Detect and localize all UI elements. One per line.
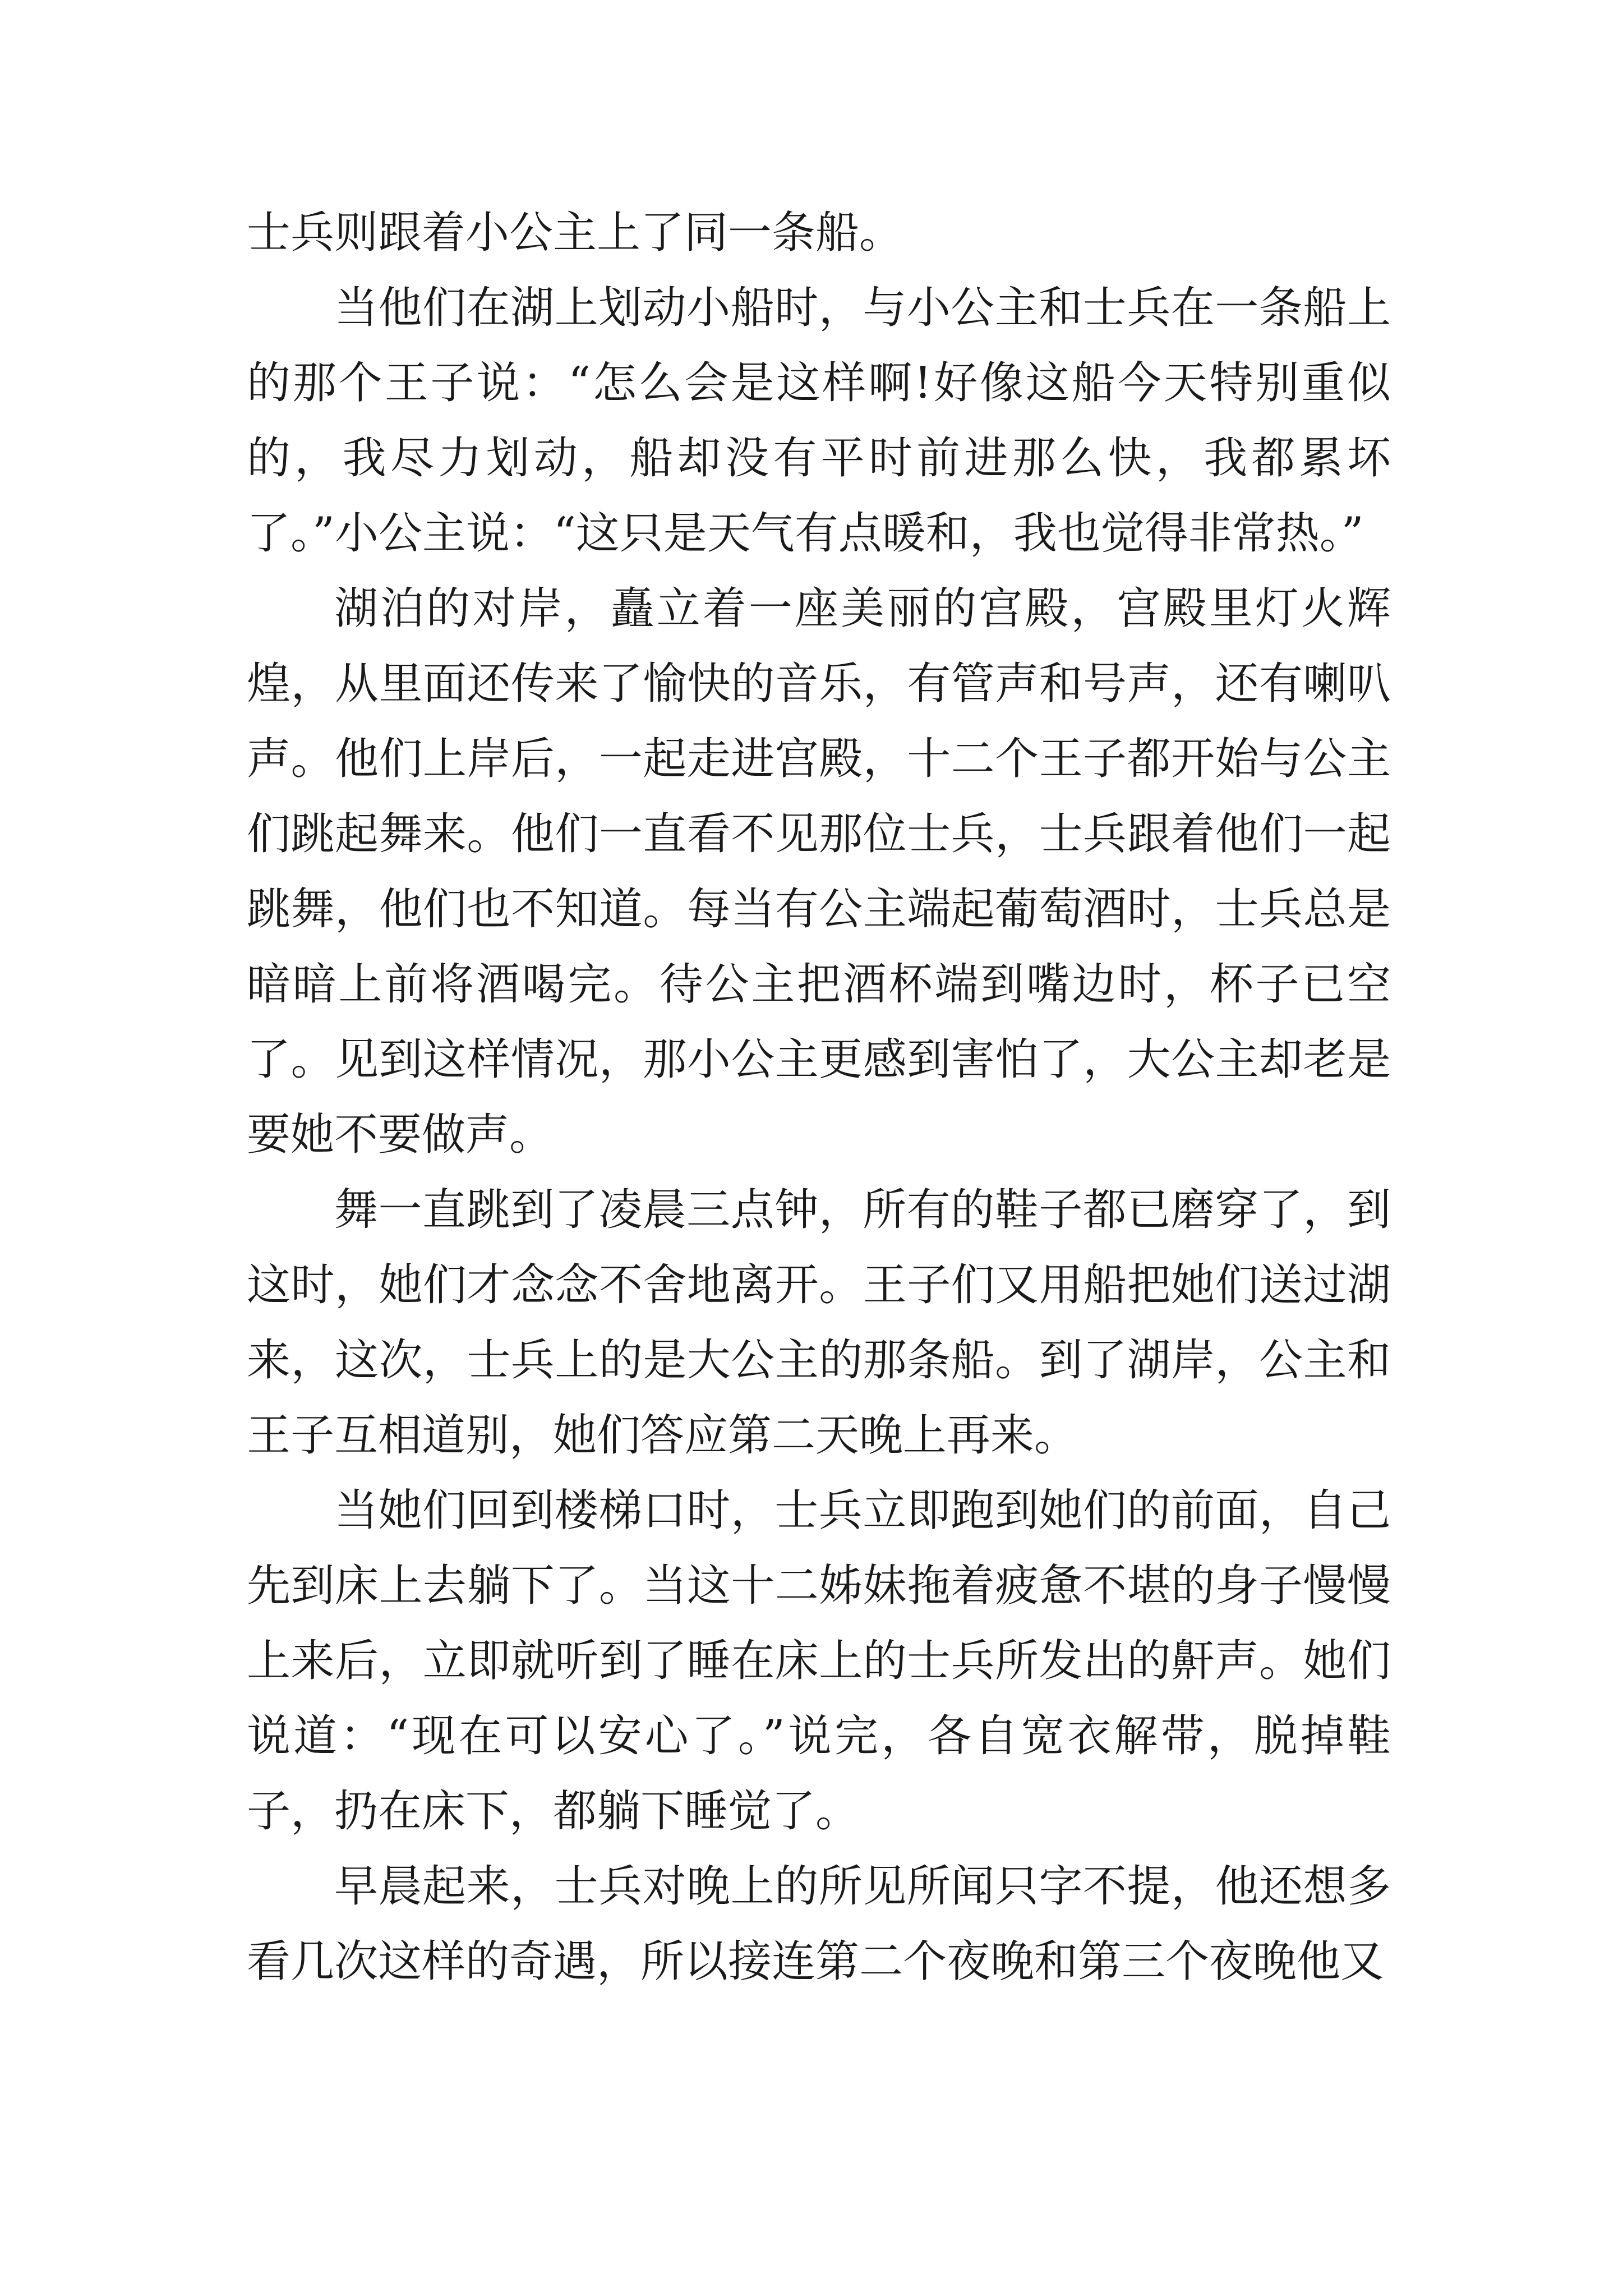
paragraph: 士兵则跟着小公主上了同一条船。 — [247, 208, 903, 258]
paragraph: 湖泊的对岸，矗立着一座美丽的宫殿，宫殿里灯火辉煌，从里面还传来了愉快的音乐，有管声和号声，还有喇叭声。他们上岸后，一起走进宫殿，十二个王子都开始与公主们跳起舞来。他们一直看不见那位士兵，士兵跟着他们一起跳舞，他们也不知道。每当有公主端起葡萄酒时，士兵总是暗暗上前将酒喝完。待公主把酒杯端到嘴边时，杯子已空了。见到这样情况，那小公主更感到害怕了，大公主却老是要她不要做声。 — [247, 583, 1391, 1160]
paragraph: 舞一直跳到了凌晨三点钟，所有的鞋子都已磨穿了，到这时，她们才念念不舍地离开。王子们又用船把她们送过湖来，这次，士兵上的是大公主的那条船。到了湖岸，公主和王子互相道别，她们答应第二天晚上再来。 — [247, 1185, 1391, 1461]
paragraph: 当她们回到楼梯口时，士兵立即跑到她们的前面，自己先到床上去躺下了。当这十二姊妹拖着疲惫不堪的身子慢慢上来后，立即就听到了睡在床上的士兵所发出的鼾声。她们说道：“现在可以安心了。”说完，各自宽衣解带，脱掉鞋子，扔在床下，都躺下睡觉了。 — [247, 1485, 1391, 1837]
paragraph: 早晨起来，士兵对晚上的所见所闻只字不提，他还想多看几次这样的奇遇，所以接连第二个夜晚和第三个夜晚他又 — [247, 1861, 1391, 1987]
body-text — [247, 195, 1391, 1999]
paragraph: 当他们在湖上划动小船时，与小公主和士兵在一条船上的那个王子说：“怎么会是这样啊!好像这船今天特别重似的，我尽力划动，船却没有平时前进那么快，我都累坏了。”小公主说：“这只是天气有点暖和，我也觉得非常热。” — [247, 283, 1391, 559]
